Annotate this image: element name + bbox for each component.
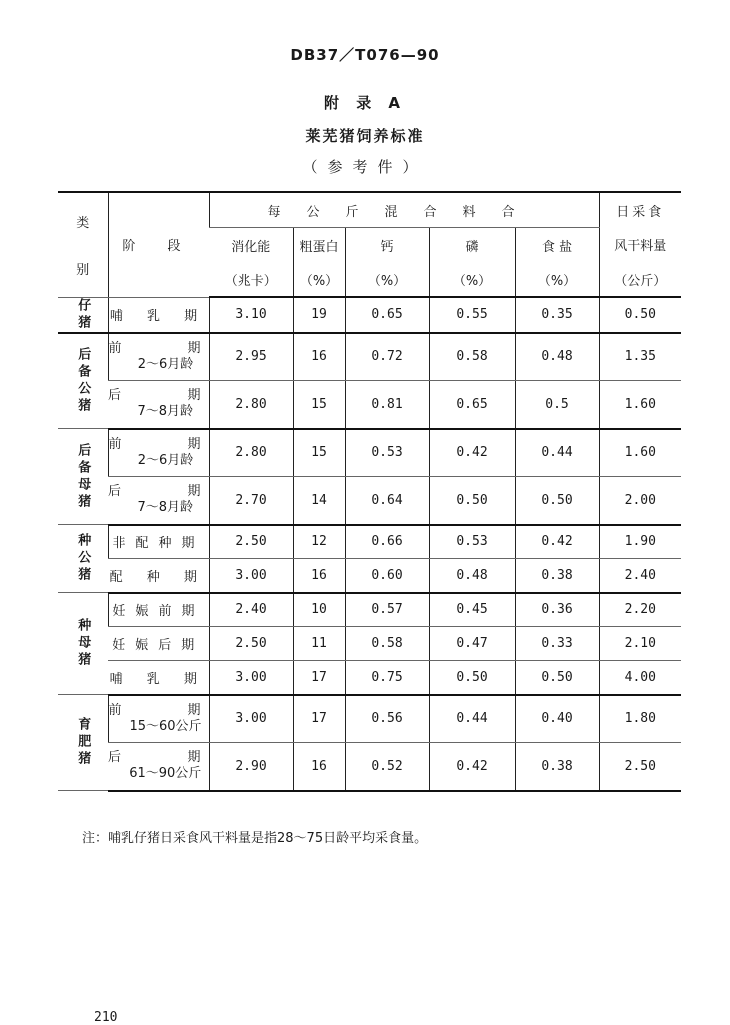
crude-protein-cell: 17 xyxy=(293,695,345,743)
salt-cell: 0.36 xyxy=(515,593,599,627)
salt-cell: 0.44 xyxy=(515,429,599,477)
phosphorus-cell: 0.47 xyxy=(429,627,515,661)
crude-protein-cell: 11 xyxy=(293,627,345,661)
stage-label: 配 种 期 xyxy=(109,569,207,585)
stage-cell xyxy=(108,593,209,627)
phosphorus-cell: 0.48 xyxy=(429,559,515,593)
category-label: 后备公猪 xyxy=(75,346,91,415)
phosphorus-cell: 0.53 xyxy=(429,525,515,559)
stage-age-range: 2～6月龄 xyxy=(137,452,194,468)
category-cell xyxy=(58,695,108,791)
stage-cell xyxy=(108,661,209,695)
header-daily-intake-line2: 风干料量 xyxy=(599,228,681,263)
salt-cell: 0.40 xyxy=(515,695,599,743)
header-col-unit: （%） xyxy=(515,262,599,297)
salt-cell: 0.33 xyxy=(515,627,599,661)
daily-intake-cell: 2.40 xyxy=(599,559,681,593)
salt-cell: 0.38 xyxy=(515,743,599,791)
header-mixed-feed: 每公斤混合料合 xyxy=(209,192,599,228)
salt-cell: 0.35 xyxy=(515,297,599,333)
header-col-unit: （兆卡） xyxy=(209,262,293,297)
stage-cell xyxy=(108,297,209,333)
digestible-energy-cell: 2.90 xyxy=(209,743,293,791)
digestible-energy-cell: 2.95 xyxy=(209,333,293,381)
page-number: 210 xyxy=(94,1010,118,1025)
stage-line1 xyxy=(108,750,209,766)
daily-intake-cell: 1.60 xyxy=(599,381,681,429)
stage-suffix: 期 xyxy=(187,750,201,766)
calcium-cell: 0.57 xyxy=(345,593,429,627)
stage-age-range: 15～60公斤 xyxy=(129,718,202,734)
category-cell xyxy=(58,525,108,593)
stage-age-range: 61～90公斤 xyxy=(129,766,202,782)
crude-protein-cell: 15 xyxy=(293,429,345,477)
digestible-energy-cell: 3.00 xyxy=(209,695,293,743)
daily-intake-cell: 1.35 xyxy=(599,333,681,381)
phosphorus-cell: 0.44 xyxy=(429,695,515,743)
header-col-name: 粗蛋白 xyxy=(293,228,345,263)
appendix-label: 附 录 A xyxy=(323,94,407,112)
calcium-cell: 0.56 xyxy=(345,695,429,743)
category-cell xyxy=(58,593,108,695)
stage-label: 妊娠前期 xyxy=(112,604,205,620)
calcium-cell: 0.64 xyxy=(345,477,429,525)
calcium-cell: 0.52 xyxy=(345,743,429,791)
stage-suffix: 期 xyxy=(187,702,201,718)
daily-intake-cell: 4.00 xyxy=(599,661,681,695)
stage-prefix: 后 xyxy=(108,388,122,404)
digestible-energy-cell: 3.10 xyxy=(209,297,293,333)
crude-protein-cell: 10 xyxy=(293,593,345,627)
header-col-unit: （%） xyxy=(293,262,345,297)
crude-protein-cell: 16 xyxy=(293,333,345,381)
category-cell xyxy=(58,429,108,525)
digestible-energy-cell: 2.80 xyxy=(209,429,293,477)
stage-label: 非配种期 xyxy=(112,536,205,552)
crude-protein-cell: 19 xyxy=(293,297,345,333)
table-row xyxy=(58,429,681,477)
daily-intake-cell: 2.00 xyxy=(599,477,681,525)
header-category-top: 类 xyxy=(76,215,90,231)
calcium-cell: 0.72 xyxy=(345,333,429,381)
stage-suffix: 期 xyxy=(187,340,201,356)
phosphorus-cell: 0.58 xyxy=(429,333,515,381)
header-daily-intake-line1: 日采食 xyxy=(599,192,681,228)
table-row xyxy=(58,525,681,559)
stage-cell xyxy=(108,695,209,743)
header-col-name: 消化能 xyxy=(231,239,271,255)
digestible-energy-cell: 2.70 xyxy=(209,477,293,525)
stage-cell xyxy=(108,525,209,559)
stage-suffix: 期 xyxy=(187,484,201,500)
daily-intake-cell: 2.10 xyxy=(599,627,681,661)
stage-line1 xyxy=(109,437,209,453)
table-row xyxy=(58,381,681,429)
phosphorus-cell: 0.50 xyxy=(429,477,515,525)
table-row xyxy=(58,695,681,743)
calcium-cell: 0.75 xyxy=(345,661,429,695)
table-row xyxy=(58,477,681,525)
crude-protein-cell: 14 xyxy=(293,477,345,525)
header-col-name: 钙 xyxy=(345,228,429,263)
stage-cell xyxy=(108,627,209,661)
category-label: 后备母猪 xyxy=(75,442,91,511)
daily-intake-cell: 1.90 xyxy=(599,525,681,559)
stage-age-range: 2～6月龄 xyxy=(137,356,194,372)
stage-cell xyxy=(108,429,209,477)
stage-cell xyxy=(108,477,209,525)
calcium-cell: 0.65 xyxy=(345,297,429,333)
stage-cell xyxy=(108,559,209,593)
calcium-cell: 0.81 xyxy=(345,381,429,429)
digestible-energy-cell: 2.50 xyxy=(209,627,293,661)
header-col-unit: （%） xyxy=(345,262,429,297)
daily-intake-cell: 2.50 xyxy=(599,743,681,791)
header-category-bottom: 别 xyxy=(76,262,90,278)
stage-suffix: 期 xyxy=(187,436,201,452)
feeding-standard-table xyxy=(58,191,681,792)
daily-intake-cell: 1.60 xyxy=(599,429,681,477)
table-header xyxy=(58,192,681,297)
table-row xyxy=(58,661,681,695)
phosphorus-cell: 0.50 xyxy=(429,661,515,695)
daily-intake-cell: 0.50 xyxy=(599,297,681,333)
stage-age-range: 7～8月龄 xyxy=(137,404,194,420)
calcium-cell: 0.66 xyxy=(345,525,429,559)
table-row xyxy=(58,297,681,333)
stage-line1 xyxy=(109,703,209,719)
phosphorus-cell: 0.42 xyxy=(429,429,515,477)
stage-label: 妊娠后期 xyxy=(112,638,205,653)
stage-prefix: 后 xyxy=(108,750,122,766)
digestible-energy-cell: 3.00 xyxy=(209,661,293,695)
stage-line1 xyxy=(108,484,209,500)
calcium-cell: 0.58 xyxy=(345,627,429,661)
table-note: 注：哺乳仔猪日采食风干料量是指28～75日龄平均采食量。 xyxy=(82,831,428,846)
category-label: 育肥猪 xyxy=(75,717,91,768)
header-col-name: 食 盐 xyxy=(515,228,599,263)
digestible-energy-cell: 3.00 xyxy=(209,559,293,593)
stage-cell xyxy=(108,743,209,791)
phosphorus-cell: 0.55 xyxy=(429,297,515,333)
daily-intake-cell: 1.80 xyxy=(599,695,681,743)
daily-intake-cell: 2.20 xyxy=(599,593,681,627)
category-label: 种公猪 xyxy=(75,533,91,584)
salt-cell: 0.42 xyxy=(515,525,599,559)
category-cell xyxy=(58,333,108,429)
header-stage: 阶 段 xyxy=(108,192,209,297)
header-col-name: 磷 xyxy=(429,228,515,263)
header-category xyxy=(58,192,108,297)
phosphorus-cell: 0.65 xyxy=(429,381,515,429)
table-row xyxy=(58,593,681,627)
salt-cell: 0.38 xyxy=(515,559,599,593)
calcium-cell: 0.60 xyxy=(345,559,429,593)
document-code: DB37／T076—90 xyxy=(290,46,440,64)
stage-prefix: 前 xyxy=(108,702,122,718)
document-title: 莱芜猪饲养标准 xyxy=(305,127,425,145)
salt-cell: 0.50 xyxy=(515,661,599,695)
calcium-cell: 0.53 xyxy=(345,429,429,477)
crude-protein-cell: 16 xyxy=(293,743,345,791)
digestible-energy-cell: 2.50 xyxy=(209,525,293,559)
stage-cell xyxy=(108,333,209,381)
category-label: 种母猪 xyxy=(75,618,91,669)
stage-prefix: 前 xyxy=(108,436,122,452)
stage-line1 xyxy=(108,388,209,404)
table-row xyxy=(58,743,681,791)
table-row xyxy=(58,333,681,381)
document-subtitle: （参考件） xyxy=(302,158,428,176)
stage-prefix: 后 xyxy=(108,484,122,500)
salt-cell: 0.50 xyxy=(515,477,599,525)
salt-cell: 0.5 xyxy=(515,381,599,429)
stage-label: 哺 乳 期 xyxy=(109,309,208,324)
salt-cell: 0.48 xyxy=(515,333,599,381)
stage-label: 哺 乳 期 xyxy=(109,671,207,687)
stage-age-range: 7～8月龄 xyxy=(137,500,194,516)
stage-suffix: 期 xyxy=(187,388,201,404)
category-label: 仔猪 xyxy=(75,297,91,332)
phosphorus-cell: 0.42 xyxy=(429,743,515,791)
category-cell xyxy=(58,297,108,333)
phosphorus-cell: 0.45 xyxy=(429,593,515,627)
digestible-energy-cell: 2.40 xyxy=(209,593,293,627)
digestible-energy-cell: 2.80 xyxy=(209,381,293,429)
stage-line1 xyxy=(109,341,209,357)
table-body xyxy=(58,297,681,791)
stage-prefix: 前 xyxy=(108,340,122,356)
table-row xyxy=(58,627,681,661)
header-daily-intake-unit: （公斤） xyxy=(599,262,681,297)
stage-cell xyxy=(108,381,209,429)
crude-protein-cell: 15 xyxy=(293,381,345,429)
crude-protein-cell: 17 xyxy=(293,661,345,695)
header-col-unit: （%） xyxy=(429,262,515,297)
crude-protein-cell: 16 xyxy=(293,559,345,593)
crude-protein-cell: 12 xyxy=(293,525,345,559)
table-row xyxy=(58,559,681,593)
